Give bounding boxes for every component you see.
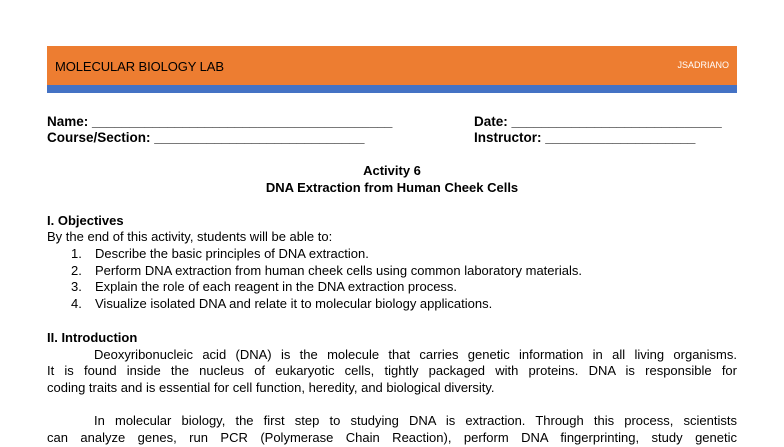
list-item	[71, 296, 582, 313]
name-field[interactable]: Name: ________________________________________	[47, 114, 393, 129]
header-stripe	[47, 85, 737, 93]
author-label: JSADRIANO	[677, 60, 729, 70]
header-banner	[47, 46, 737, 85]
list-text: Explain the role of each reagent in the DNA extraction process.	[95, 279, 458, 294]
objectives-intro: By the end of this activity, students will be able to:	[47, 229, 333, 244]
objectives-heading: I. Objectives	[47, 213, 124, 228]
list-number: 2.	[71, 262, 82, 278]
list-number: 4.	[71, 295, 82, 311]
introduction-heading: II. Introduction	[47, 330, 138, 345]
intro-paragraph-1-line-2: It is found inside the nucleus of eukaryotic cells, tightly packaged with proteins. DNA is responsible for	[47, 363, 737, 378]
list-number: 3.	[71, 279, 82, 294]
instructor-field[interactable]: Instructor: ____________________	[474, 130, 696, 145]
lab-title: MOLECULAR BIOLOGY LAB	[55, 59, 224, 74]
intro-paragraph-2-line-1: In molecular biology, the first step to studying DNA is extraction. Through this process, scientists	[94, 413, 737, 428]
intro-paragraph-1-line-1: Deoxyribonucleic acid (DNA) is the molecule that carries genetic information in all living organisms.	[94, 347, 737, 362]
date-field[interactable]: Date: ____________________________	[474, 114, 722, 129]
course-section-field[interactable]: Course/Section: ____________________________	[47, 130, 365, 145]
list-text: Perform DNA extraction from human cheek cells using common laboratory materials.	[95, 262, 582, 278]
intro-paragraph-2-line-2: can analyze genes, run PCR (Polymerase Chain Reaction), perform DNA fingerprinting, study genetic	[47, 430, 737, 445]
list-item	[71, 246, 582, 263]
list-text: Visualize isolated DNA and relate it to molecular biology applications.	[95, 295, 493, 311]
list-item	[71, 263, 582, 280]
objectives-list	[71, 246, 582, 312]
activity-number: Activity 6	[363, 163, 421, 178]
activity-title: DNA Extraction from Human Cheek Cells	[265, 180, 519, 195]
list-text: Describe the basic principles of DNA extraction.	[95, 246, 369, 261]
list-item	[71, 279, 582, 296]
list-number: 1.	[71, 246, 82, 261]
intro-paragraph-1-line-3: coding traits and is essential for cell function, heredity, and biological diversity.	[47, 380, 495, 395]
